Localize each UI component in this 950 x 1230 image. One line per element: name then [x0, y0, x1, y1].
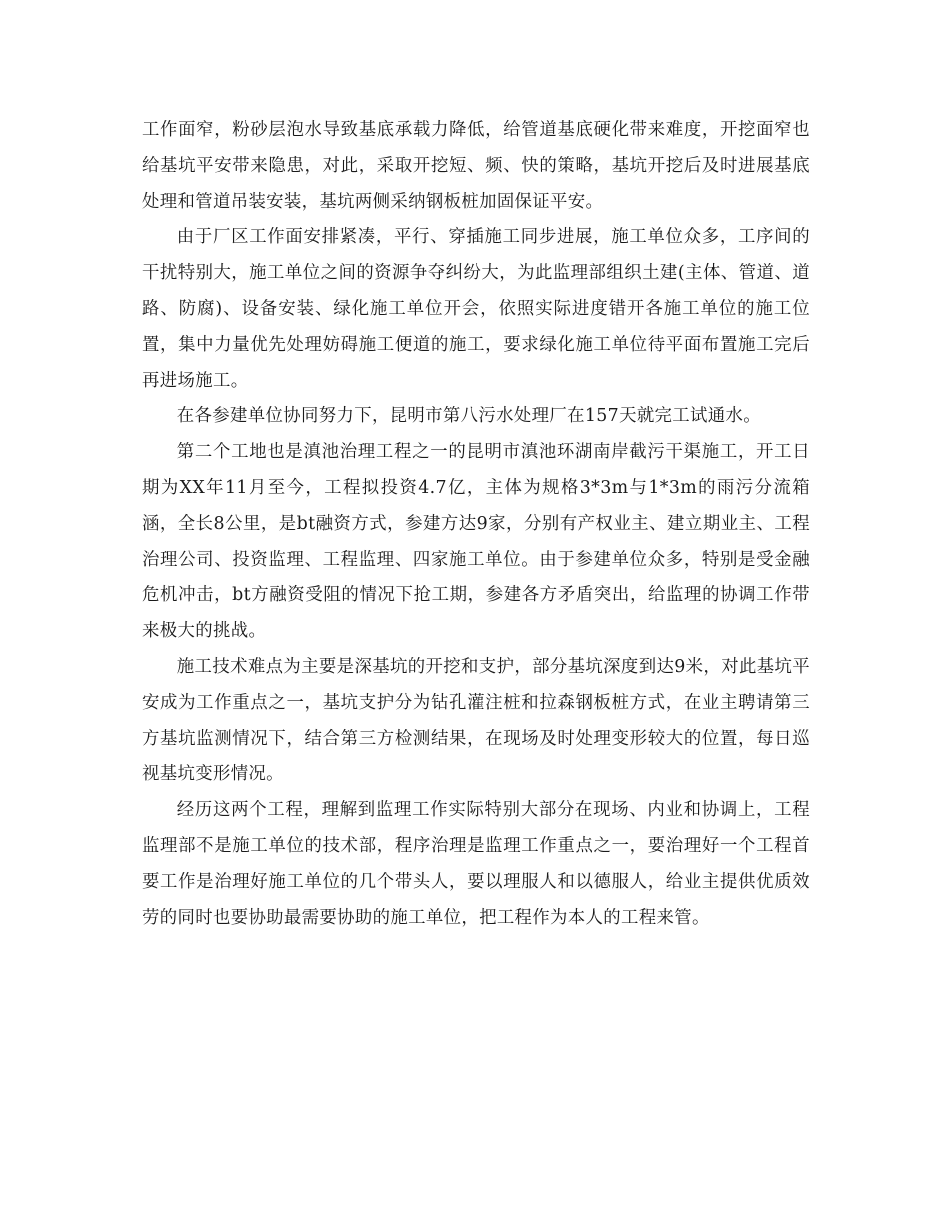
paragraph-1: 工作面窄，粉砂层泡水导致基底承载力降低，给管道基底硬化带来难度，开挖面窄也给基坑平安带来隐患，对此，采取开挖短、频、快的策略，基坑开挖后及时进展基底处理和管道吊装安装，基坑两侧采纳钢板桩加固保证平安。: [142, 120, 810, 212]
paragraph-2: 由于厂区工作面安排紧凑，平行、穿插施工同步进展，施工单位众多，工序间的干扰特别大，施工单位之间的资源争夺纠纷大，为此监理部组织土建(主体、管道、道路、防腐)、设备安装、绿化施工单位开会，依照实际进度错开各施工单位的施工位置，集中力量优先处理妨碍施工便道的施工，要求绿化施工单位待平面布置施工完后再进场施工。: [142, 227, 810, 391]
paragraph-4: 第二个工地也是滇池治理工程之一的昆明市滇池环湖南岸截污干渠施工，开工日期为XX年11月至今，工程拟投资4.7亿，主体为规格3*3m与1*3m的雨污分流箱涵，全长8公里，是bt融资方式，参建方达9家，分别有产权业主、建立期业主、工程治理公司、投资监理、工程监理、四家施工单位。由于参建单位众多，特别是受金融危机冲击，bt方融资受阻的情况下抢工期，参建各方矛盾突出，给监理的协调工作带来极大的挑战。: [142, 442, 810, 642]
paragraph-5: 施工技术难点为主要是深基坑的开挖和支护，部分基坑深度到达9米，对此基坑平安成为工作重点之一，基坑支护分为钻孔灌注桩和拉森钢板桩方式，在业主聘请第三方基坑监测情况下，结合第三方检测结果，在现场及时处理变形较大的位置，每日巡视基坑变形情况。: [142, 656, 810, 785]
paragraph-3: 在各参建单位协同努力下，昆明市第八污水处理厂在157天就完工试通水。: [176, 406, 762, 427]
paragraph-6: 经历这两个工程，理解到监理工作实际特别大部分在现场、内业和协调上，工程监理部不是施工单位的技术部，程序治理是监理工作重点之一，要治理好一个工程首要工作是治理好施工单位的几个带头人，要以理服人和以德服人，给业主提供优质效劳的同时也要协助最需要协助的施工单位，把工程作为本人的工程来管。: [142, 800, 810, 928]
document-body: [142, 113, 810, 936]
